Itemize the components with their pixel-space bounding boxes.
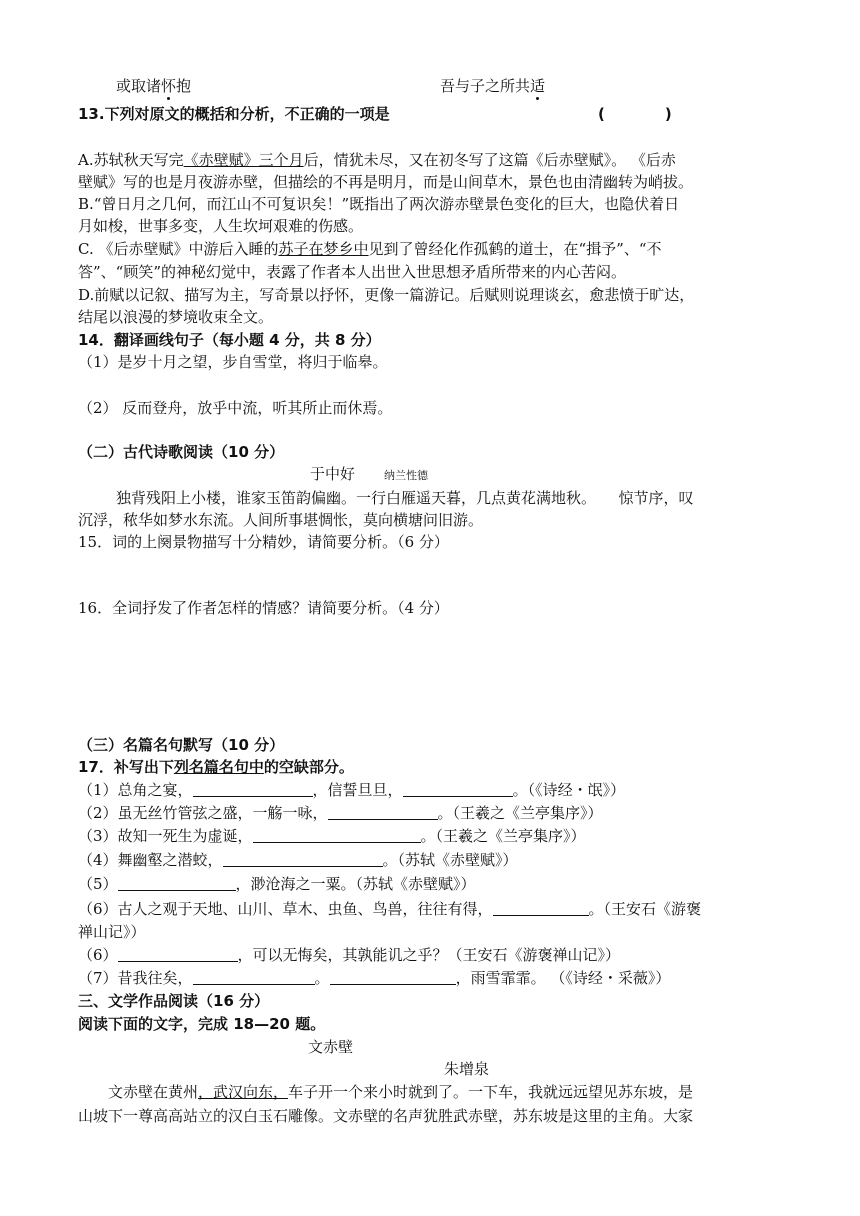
answer-blank[interactable] — [328, 804, 438, 820]
q14-title: 14．翻译画线句子（每小题 4 分，共 8 分） — [78, 331, 381, 349]
recitation-item-5: （5） ，渺沧海之一粟。（苏轼《赤壁赋》） — [78, 875, 476, 893]
q13-option-d-line1: D.前赋以记叙、描写为主，写奇景以抒怀，更像一篇游记。后赋则说理谈玄，愈悲愤于旷达， — [78, 286, 695, 304]
article-paragraph-line2: 山坡下一尊高高站立的汉白玉石雕像。文赤壁的名声犹胜武赤壁，苏东坡是这里的主角。大家 — [78, 1107, 694, 1125]
q13-option-a-line1: A.苏轼秋天写完《赤壁赋》三个月后，情犹未尽，又在初冬写了这篇《后赤壁赋》。 《后赤 — [78, 151, 676, 169]
q17-title: 17．补写出下列名篇名句中的空缺部分。 — [78, 758, 354, 776]
recitation-item-3: （3）故知一死生为虚诞， 。（王羲之《兰亭集序》） — [78, 827, 586, 845]
recitation-item-4: （4）舞幽壑之潜蛟， 。（苏轼《赤壁赋》） — [78, 851, 518, 869]
article-author: 朱增泉 — [444, 1060, 490, 1078]
top-fragment-right: 吾与子之所共适 — [440, 77, 546, 95]
poem-title: 于中好 — [310, 465, 356, 483]
recitation-item-2: （2）虽无丝竹管弦之盛，一觞一咏， 。（王羲之《兰亭集序》） — [78, 804, 603, 822]
recitation-item-7: （7）昔我往矣， 。 ，雨雪霏霏。 （《诗经・采薇》） — [78, 969, 671, 987]
recitation-item-1: （1）总角之宴， ，信誓旦旦， 。（《诗经・氓》） — [78, 781, 626, 799]
answer-blank[interactable] — [118, 875, 236, 891]
answer-blank[interactable] — [223, 851, 383, 867]
q16-prompt: 16．全词抒发了作者怎样的情感？请简要分析。（4 分） — [78, 599, 449, 617]
answer-blank[interactable] — [193, 781, 313, 797]
q13-option-c-line1: C. 《后赤壁赋》中游后入睡的苏子在梦乡中见到了曾经化作孤鹤的道士，在“揖予”、“不 — [78, 240, 662, 258]
recitation-item-6-cont: 禅山记》） — [78, 923, 146, 941]
q13-option-a-line2: 壁赋》写的也是月夜游赤壁，但描绘的不再是明月，而是山间草木，景色也由清幽转为峭拔。 — [78, 173, 694, 191]
top-fragment-left: 或取诸怀抱 — [116, 77, 192, 95]
poem-line-1: 独背残阳上小楼，谁家玉笛韵偏幽。一行白雁遥天暮，几点黄花满地秋。 惊节序，叹 — [116, 489, 694, 507]
q13-option-c-line2: 答”、“顾笑”的神秘幻觉中，表露了作者本人出世入世思想矛盾所带来的内心苦闷。 — [78, 263, 627, 281]
q13-option-d-line2: 结尾以浪漫的梦境收束全文。 — [78, 308, 274, 326]
q14-sentence-1: （1）是岁十月之望，步自雪堂，将归于临皋。 — [78, 353, 388, 371]
poem-line-2: 沉浮，秾华如梦水东流。人间所事堪惆怅，莫向横塘问旧游。 — [78, 511, 484, 529]
poem-author: 纳兰性德 — [384, 469, 428, 482]
section-recitation-heading: （三）名篇名句默写（10 分） — [78, 736, 285, 754]
answer-blank[interactable] — [493, 900, 589, 916]
answer-blank[interactable] — [403, 781, 513, 797]
part3-heading: 三、文学作品阅读（16 分） — [78, 992, 270, 1010]
answer-blank[interactable] — [253, 827, 421, 843]
q13-option-b-line1: B.“曾日月之几何，而江山不可复识矣！”既指出了两次游赤壁景色变化的巨大，也隐伏着日 — [78, 195, 680, 213]
answer-blank[interactable] — [118, 946, 238, 962]
answer-blank[interactable] — [330, 969, 456, 985]
recitation-item-6b: （6） ，可以无悔矣，其孰能讥之乎？（王安石《游褒禅山记》） — [78, 946, 621, 964]
q13-title: 13.下列对原文的概括和分析，不正确的一项是 — [78, 105, 390, 123]
q15-prompt: 15．词的上阕景物描写十分精妙，请简要分析。（6 分） — [78, 533, 449, 551]
q13-answer-paren: ( ) — [598, 105, 672, 123]
article-title: 文赤壁 — [308, 1038, 354, 1056]
part3-instruction: 阅读下面的文字，完成 18—20 题。 — [78, 1015, 326, 1033]
answer-blank[interactable] — [193, 969, 315, 985]
q13-option-b-line2: 月如梭，世事多变，人生坎坷艰难的伤感。 — [78, 217, 364, 235]
q14-sentence-2: （2） 反而登舟，放乎中流，听其所止而休焉。 — [78, 399, 393, 417]
article-paragraph-line1: 文赤壁在黄州，武汉向东，车子开一个来小时就到了。一下车，我就远远望见苏东坡，是 — [78, 1083, 694, 1101]
section-poetry-heading: （二）古代诗歌阅读（10 分） — [78, 443, 285, 461]
recitation-item-6: （6）古人之观于天地、山川、草木、虫鱼、鸟兽，往往有得， 。（王安石《游褒 — [78, 900, 702, 918]
